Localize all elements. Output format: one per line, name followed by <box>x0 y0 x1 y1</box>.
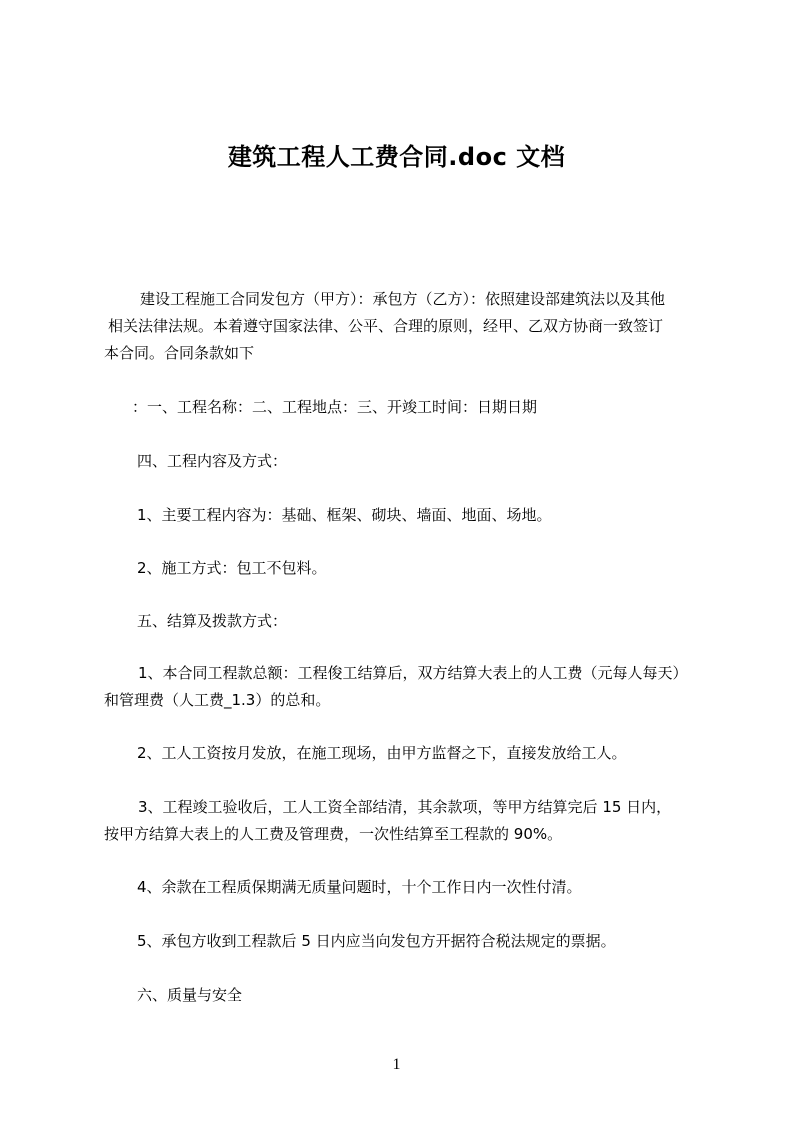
intro-line-2: 相关法律法规。本着遵守国家法律、公平、合理的原则，经甲、乙双方协商一致签订 <box>108 317 664 335</box>
section5-heading: 五、结算及拨款方式： <box>137 612 288 630</box>
document-title: 建筑工程人工费合同.doc 文档 <box>227 143 566 171</box>
section5-item-1-line-1: 1、本合同工程款总额：工程俊工结算后，双方结算大表上的人工费（元每人每天） <box>138 664 688 682</box>
section5-item-5: 5、承包方收到工程款后 5 日内应当向发包方开据符合税法规定的票据。 <box>137 932 616 950</box>
section4-item-2: 2、施工方式：包工不包料。 <box>137 559 327 577</box>
clause-project-info: ：一、工程名称：二、工程地点：三、开竣工时间：日期日期 <box>132 398 538 416</box>
intro-paragraph <box>104 286 724 367</box>
section5-item-3-line-1: 3、工程竣工验收后，工人工资全部结清，其余款项，等甲方结算完后 15 日内， <box>138 798 672 816</box>
section5-item-1 <box>104 660 724 714</box>
section5-item-3 <box>104 794 724 848</box>
section6-heading: 六、质量与安全 <box>137 986 243 1004</box>
section4-heading: 四、工程内容及方式： <box>137 452 288 470</box>
section5-item-4: 4、余款在工程质保期满无质量问题时，十个工作日内一次性付清。 <box>137 878 582 896</box>
intro-line-3: 本合同。合同条款如下 <box>104 344 255 362</box>
intro-line-1: 建设工程施工合同发包方（甲方）：承包方（乙方）：依照建设部建筑法以及其他 <box>140 290 666 308</box>
section4-item-1: 1、主要工程内容为：基础、框架、砌块、墙面、地面、场地。 <box>137 506 552 524</box>
section5-item-1-line-2: 和管理费（人工费_1.3）的总和。 <box>104 691 331 709</box>
section5-item-2: 2、工人工资按月发放，在施工现场，由甲方监督之下，直接发放给工人。 <box>137 744 627 762</box>
section5-item-3-line-2: 按甲方结算大表上的人工费及管理费，一次性结算至工程款的 90%。 <box>104 825 563 843</box>
page-number: 1 <box>392 1056 401 1073</box>
